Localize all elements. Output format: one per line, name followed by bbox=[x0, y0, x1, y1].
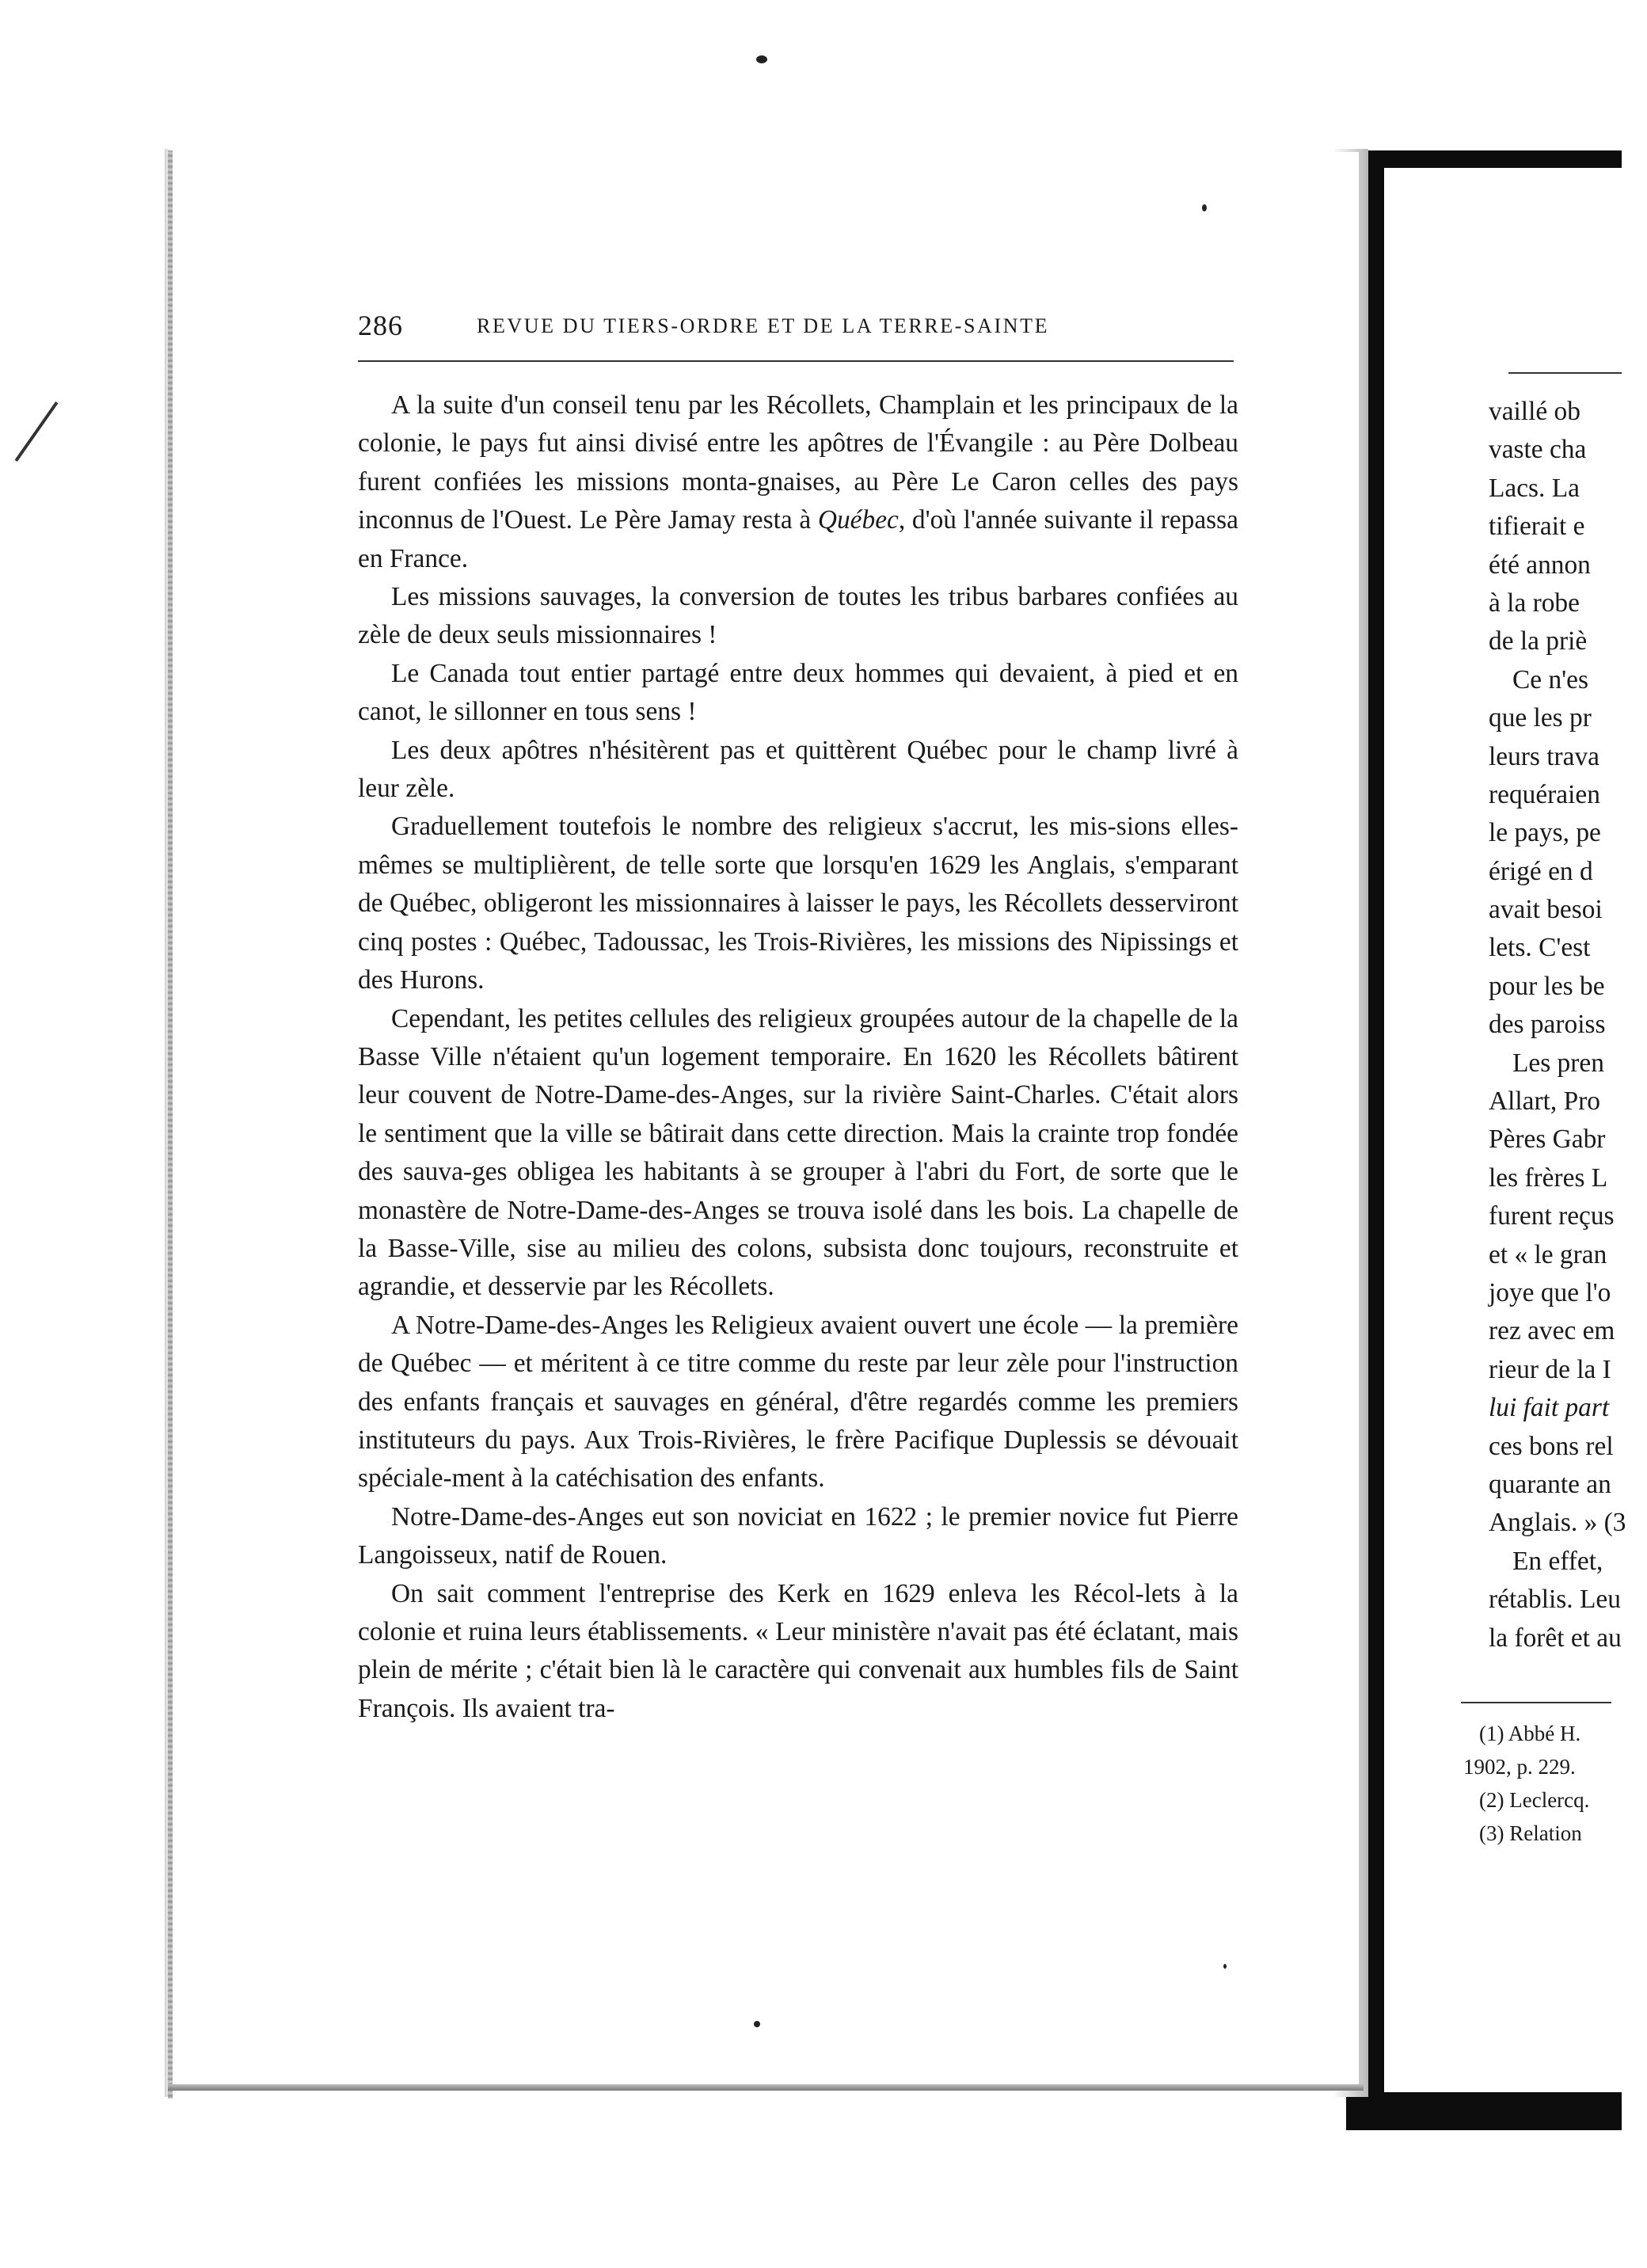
paragraph: A la suite d'un conseil tenu par les Récollets, Champlain et les principaux de la colonie, le pays fut ainsi divisé entre les apôtres de l'Évangile : au Père Dolbeau furent confiées les missions monta-gnaises, au Père Le Caron celles des pays inconnus de l'Ouest. Le Père Jamay resta à Québec, d'où l'année suivante il repassa en France. bbox=[358, 390, 1238, 573]
scan-speck bbox=[1202, 204, 1207, 211]
paragraph: Les deux apôtres n'hésitèrent pas et quittèrent Québec pour le champ livré à leur zèle. bbox=[358, 735, 1238, 804]
right-page-line: Ce n'es bbox=[1512, 664, 1588, 694]
right-page-line: rez avec em bbox=[1489, 1316, 1615, 1346]
footnote-line: (3) Relation bbox=[1479, 1821, 1582, 1845]
right-page-text bbox=[1489, 393, 1647, 1657]
footnote-line: 1902, p. 229. bbox=[1463, 1755, 1576, 1779]
main-text bbox=[358, 386, 1238, 1728]
right-page-line: joye que l'o bbox=[1489, 1277, 1611, 1307]
right-page-line: que les pr bbox=[1489, 703, 1592, 733]
right-page-line: leurs trava bbox=[1489, 741, 1599, 771]
right-page-line: et « le gran bbox=[1489, 1239, 1607, 1269]
paragraph: A Notre-Dame-des-Anges les Religieux avaient ouvert une école — la première de Québec — et méritent à ce titre comme du reste par leur zèle pour l'instruction des enfants français et sauvages en général, d'être regardés comme les premiers instituteurs du pays. Aux Trois-Rivières, le frère Pacifique Duplessis se dévouait spéciale-ment à la catéchisation des enfants. bbox=[358, 1310, 1238, 1494]
right-page-line: quarante an bbox=[1489, 1469, 1611, 1499]
scan-speck bbox=[1223, 1964, 1227, 1969]
right-page-line: de la priè bbox=[1489, 626, 1588, 656]
right-page-line: vaste cha bbox=[1489, 435, 1587, 465]
paragraph: Le Canada tout entier partagé entre deux hommes qui devaient, à pied et en canot, le sillonner en tous sens ! bbox=[358, 658, 1238, 727]
scan-artifact-mark bbox=[15, 401, 59, 462]
paragraph: Les missions sauvages, la conversion de toutes les tribus barbares confiées au zèle de deux seuls missionnaires ! bbox=[358, 582, 1238, 650]
right-page-line: le pays, pe bbox=[1489, 818, 1601, 848]
right-page-header-rule bbox=[1508, 372, 1622, 374]
right-page-line: érigé en d bbox=[1489, 856, 1593, 886]
right-page-line: En effet, bbox=[1512, 1546, 1603, 1576]
right-page-line: la forêt et au bbox=[1489, 1623, 1622, 1653]
right-page-line: tifierait e bbox=[1489, 512, 1585, 542]
right-page-line: pour les be bbox=[1489, 971, 1605, 1001]
page-bottom-edge bbox=[168, 2084, 1364, 2091]
right-page-line: les frères L bbox=[1489, 1163, 1608, 1193]
running-header bbox=[358, 309, 1235, 348]
right-page-line: à la robe bbox=[1489, 588, 1580, 618]
right-page-line: rétablis. Leu bbox=[1489, 1585, 1621, 1615]
paragraph: Cependant, les petites cellules des religieux groupées autour de la chapelle de la Basse Ville n'étaient qu'un logement temporaire. En 1620 les Récollets bâtirent leur couvent de Notre-Dame-des-Anges, sur la rivière Saint-Charles. C'était alors le sentiment que la ville se bâtirait dans cette direction. Mais la crainte trop fondée des sauva-ges obligea les habitants à se grouper à l'abri du Fort, de sorte que le monastère de Notre-Dame-des-Anges se trouva isolé dans les bois. La chapelle de la Basse-Ville, sise au milieu des colons, subsista donc toujours, reconstruite et agrandie, et desservie par les Récollets. bbox=[358, 1003, 1238, 1302]
footnote-rule bbox=[1461, 1702, 1611, 1703]
header-rule bbox=[358, 360, 1234, 362]
right-page-line: Pères Gabr bbox=[1489, 1124, 1606, 1155]
right-page-line: été annon bbox=[1489, 550, 1591, 580]
paragraph: Notre-Dame-des-Anges eut son noviciat en 1622 ; le premier novice fut Pierre Langoisseux, natif de Rouen. bbox=[358, 1501, 1238, 1570]
right-page-line: rieur de la I bbox=[1489, 1354, 1611, 1384]
footnote-line: (1) Abbé H. bbox=[1479, 1722, 1581, 1745]
right-page-line: lui fait part bbox=[1489, 1393, 1610, 1423]
running-title: REVUE DU TIERS-ORDRE ET DE LA TERRE-SAINTE bbox=[477, 314, 1050, 337]
right-page-line: Anglais. » (3 bbox=[1489, 1508, 1626, 1538]
right-page-line: Allart, Pro bbox=[1489, 1086, 1600, 1117]
right-page-line: des paroiss bbox=[1489, 1010, 1606, 1040]
right-page-line: avait besoi bbox=[1489, 895, 1603, 925]
right-page-line: ces bons rel bbox=[1489, 1431, 1614, 1461]
right-page-line: vaillé ob bbox=[1489, 397, 1580, 426]
right-page-footnotes bbox=[1463, 1717, 1622, 1850]
footnote-line: (2) Leclercq. bbox=[1479, 1788, 1590, 1812]
right-page-line: Lacs. La bbox=[1489, 473, 1580, 503]
scan-speck bbox=[754, 2021, 760, 2027]
right-page-line: Les pren bbox=[1512, 1048, 1604, 1078]
page-number: 286 bbox=[358, 310, 403, 341]
paragraph: Graduellement toutefois le nombre des religieux s'accrut, les mis-sions elles-mêmes se multiplièrent, de telle sorte que lorsqu'en 1629 les Anglais, s'emparant de Québec, obligeront les missionnaires à laisser le pays, les Récollets desserviront cinq postes : Québec, Tadoussac, les Trois-Rivières, les missions des Nipissings et des Hurons. bbox=[358, 812, 1238, 995]
right-page-line: lets. C'est bbox=[1489, 933, 1591, 963]
page-binding-edge bbox=[168, 150, 173, 2099]
paragraph: On sait comment l'entreprise des Kerk en 1629 enleva les Récol-lets à la colonie et ruina leurs établissements. « Leur ministère n'avait pas été éclatant, mais plein de mérite ; c'était bien là le caractère qui convenait aux humbles fils de Saint François. Ils avaient tra- bbox=[358, 1578, 1238, 1723]
scan-speck bbox=[756, 55, 767, 63]
right-page-line: furent reçus bbox=[1489, 1201, 1615, 1231]
right-page-line: requéraien bbox=[1489, 779, 1600, 809]
